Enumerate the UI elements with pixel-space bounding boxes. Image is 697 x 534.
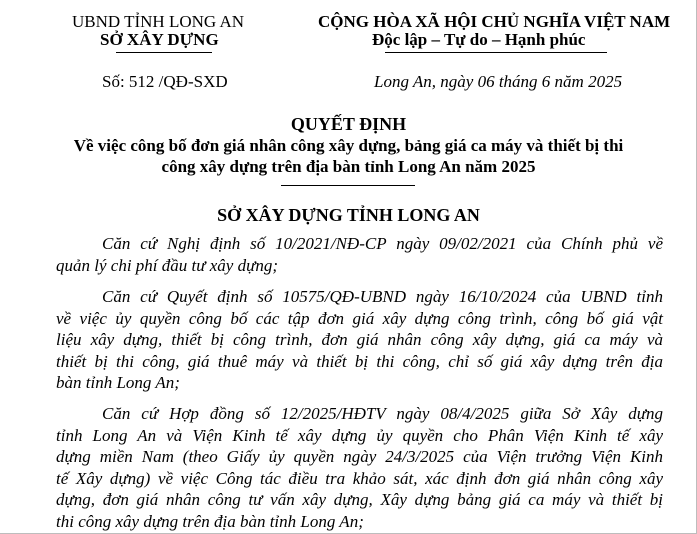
agency-parent-name: UBND TỈNH LONG AN (72, 12, 245, 31)
motto-underline (385, 52, 607, 53)
legal-basis-paragraph-3 (56, 403, 663, 532)
subject-underline (281, 185, 415, 186)
paragraph-line: dựng miền Nam (theo Giấy ủy quyền ngày 24/3/2025 của Viện trưởng Viện Kinh (56, 447, 663, 466)
paragraph-line: quản lý chi phí đầu tư xây dựng; (56, 255, 279, 275)
agency-underline (116, 52, 212, 53)
paragraph-line: về việc ủy quyền công bố các tập đơn giá xây dựng công trình, công bố giá vật (56, 308, 663, 328)
paragraph-line: bàn tỉnh Long An; (56, 373, 180, 392)
paragraph-line: Căn cứ Hợp đồng số 12/2025/HĐTV ngày 08/4/2025 giữa Sở Xây dựng (102, 404, 663, 423)
document-subject-line-1: Về việc công bố đơn giá nhân công xây dựng, bảng giá ca máy và thiết bị thi (73, 136, 624, 155)
paragraph-line: Căn cứ Nghị định số 10/2021/NĐ-CP ngày 09/02/2021 của Chính phủ về (102, 234, 663, 253)
paragraph-line: thi công xây dựng trên địa bàn tỉnh Long An; (56, 511, 364, 531)
national-title: CỘNG HÒA XÃ HỘI CHỦ NGHĨA VIỆT NAM (318, 12, 671, 31)
paragraph-line: thiết bị thi công, giá thuê máy và thiết bị thi công, chỉ số giá xây dựng trên địa (56, 351, 663, 371)
document-subject-line-2: công xây dựng trên địa bàn tỉnh Long An năm 2025 (161, 157, 536, 176)
paragraph-line: Căn cứ Quyết định số 10575/QĐ-UBND ngày 16/10/2024 của UBND tỉnh (102, 287, 663, 306)
paragraph-line: dựng, đơn giá nhân công tư vấn xây dựng, Xây dựng bảng giá ca máy và thiết bị (56, 490, 663, 509)
legal-basis-paragraph-2 (56, 286, 663, 394)
national-motto: Độc lập – Tự do – Hạnh phúc (372, 30, 586, 49)
issuing-authority: SỞ XÂY DỰNG TỈNH LONG AN (217, 205, 480, 225)
legal-basis-paragraph-1 (56, 233, 663, 276)
paragraph-line: tế Xây dựng) về việc Công tác điều tra khảo sát, xác định đơn giá nhân công xây (56, 468, 663, 488)
place-and-date: Long An, ngày 06 tháng 6 năm 2025 (374, 72, 623, 91)
agency-name: SỞ XÂY DỰNG (100, 30, 219, 49)
paragraph-line: liệu xây dựng, thiết bị công trình, đơn giá nhân công xây dựng, giá ca máy và (56, 330, 663, 349)
document-title: QUYẾT ĐỊNH (290, 114, 407, 134)
document-number: Số: 512 /QĐ-SXD (102, 72, 228, 91)
paragraph-line: tỉnh Long An và Viện Kinh tế xây dựng ủy quyền cho Phân Viện Kinh tế xây (56, 425, 663, 445)
